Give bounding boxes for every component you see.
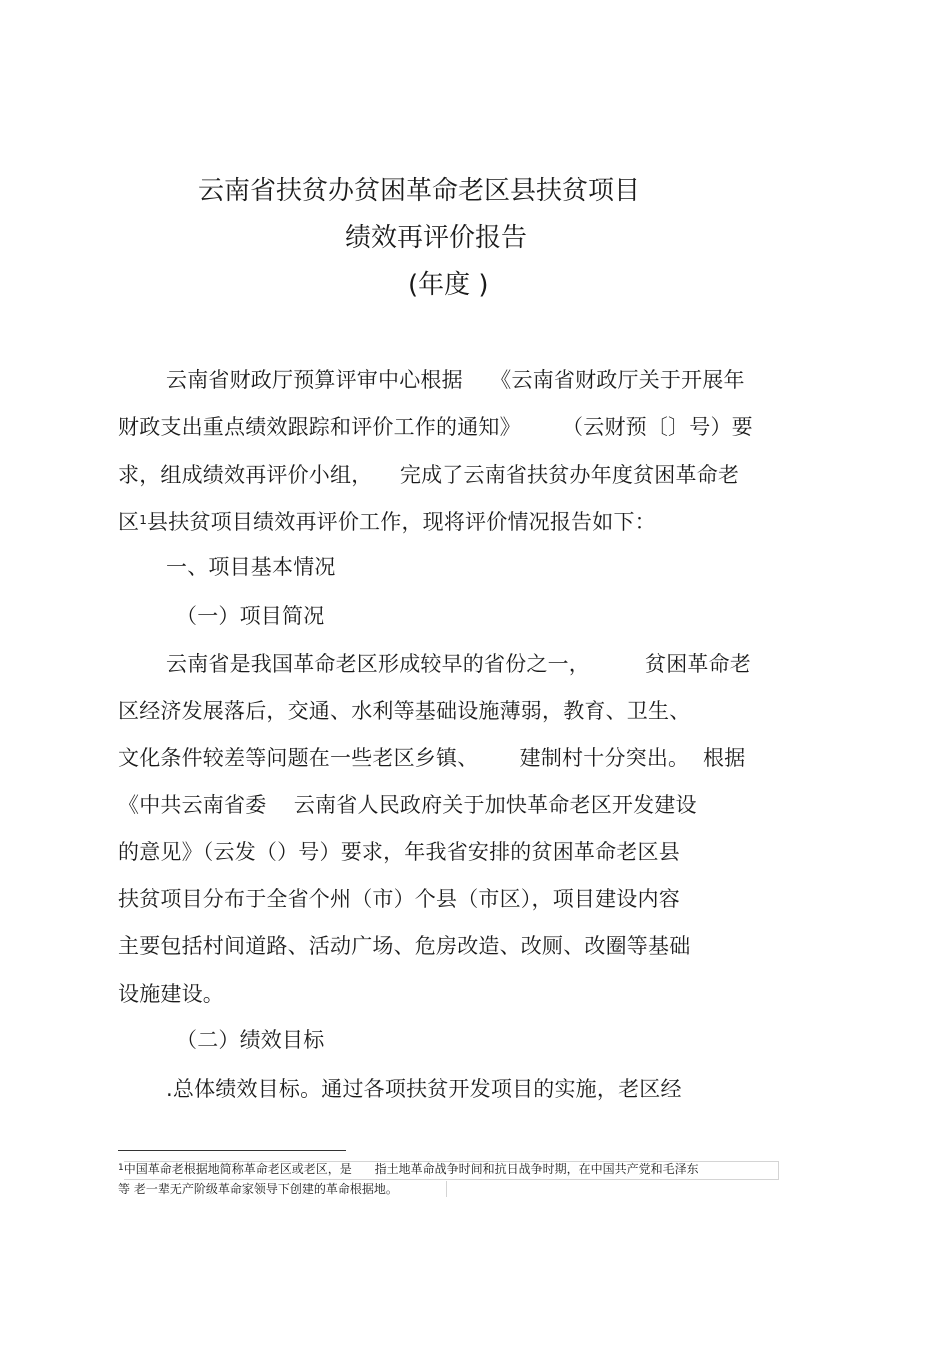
paragraph-line: 主要包括村间道路、活动广场、危房改造、改厕、改圈等基础 <box>118 934 691 958</box>
footnote-frame-divider <box>446 1181 447 1197</box>
paragraph-line: 云南省是我国革命老区形成较早的省份之一， 贫困革命老 <box>166 652 751 676</box>
paragraph-line: .总体绩效目标。通过各项扶贫开发项目的实施，老区经 <box>166 1077 682 1101</box>
paragraph-line: 文化条件较差等问题在一些老区乡镇、 建制村十分突出。 根据 <box>118 746 746 770</box>
paragraph-line: 云南省财政厅预算评审中心根据 《云南省财政厅关于开展年 <box>166 368 745 392</box>
paragraph-line: 区经济发展落后，交通、水利等基础设施薄弱，教育、卫生、 <box>118 699 691 723</box>
report-title-line-2: 绩效再评价报告 <box>345 223 528 253</box>
footnote-text: 中国革命老根据地简称革命老区或老区，是 指土地革命战争时间和抗日战争时期，在中国共产党和毛泽东 <box>123 1162 699 1176</box>
footnote-marker: 1 <box>118 1163 124 1173</box>
subsection-heading: （二）绩效目标 <box>176 1028 325 1052</box>
paragraph-line: 扶贫项目分布于全省个州（市）个县（市区），项目建设内容 <box>118 887 680 911</box>
report-title-year: (年度 ) <box>408 270 489 300</box>
paragraph-line-with-footnote <box>118 508 656 536</box>
footnote-line <box>118 1161 699 1177</box>
section-heading: 一、项目基本情况 <box>166 555 336 579</box>
paragraph-line: 设施建设。 <box>118 982 224 1006</box>
paragraph-text: 区 <box>118 510 140 534</box>
paragraph-line: 的意见》（云发（）号）要求，年我省安排的贫困革命老区县 <box>118 840 680 864</box>
paragraph-line: 求，组成绩效再评价小组， 完成了云南省扶贫办年度贫困革命老 <box>118 463 740 487</box>
subsection-heading: （一）项目简况 <box>176 604 325 628</box>
footnote-line: 等 老一辈无产阶级革命家领导下创建的革命根据地。 <box>118 1182 398 1196</box>
report-title-line-1: 云南省扶贫办贫困革命老区县扶贫项目 <box>198 176 641 206</box>
footnote-separator <box>118 1150 346 1151</box>
paragraph-line: 财政支出重点绩效跟踪和评价工作的通知》 （云财预〔〕号）要 <box>118 415 753 439</box>
paragraph-text: 县扶贫项目绩效再评价工作，现将评价情况报告如下： <box>147 510 656 534</box>
paragraph-line: 《中共云南省委 云南省人民政府关于加快革命老区开发建设 <box>118 793 697 817</box>
footnote-reference[interactable]: 1 <box>139 513 148 527</box>
